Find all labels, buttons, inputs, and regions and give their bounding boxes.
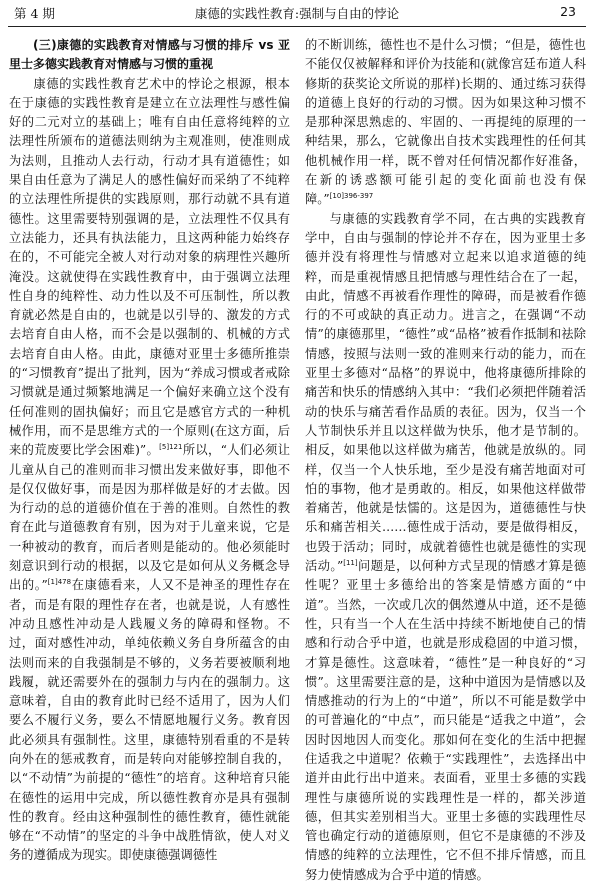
running-title: 康德的实践性教育:强制与自由的悖论 bbox=[194, 6, 400, 21]
right-column bbox=[305, 36, 587, 882]
paragraph-text: 问题是，以何种方式呈现的情感才算是德性呢？亚里士多德给出的答案是情感方面的“中道”。当然，一次或几次的偶然遵从中道，还不是德性，只有当一个人在生活中持续不断地使自己的情感和行动合乎中道，也就是形成稳固的中道习惯，才算是德性。这意味着，“德性”是一种良好的“习惯”。这里需要注意的是，这种中道因为是情感以及情感推动的行为上的“中道”，所以不可能是数学中的可普遍化的“中点”，而只能是“适我之中道”，会因时因地因人而变化。那如何在变化的生活中把握住适我之中道呢？依赖于“实践理性”，去选择出中道并由此行出中道来。表面看，亚里士多德的实践理性与康德所说的实践理性是一样的，都关涉道德，但其实差别相当大。亚里士多德的实践理性尽管也确定行动的道德原则，但它不是康德的不涉及情感的纯粹的立法理性，它不但不排斥情感，而且努力使情感成为合乎中道的情感。 bbox=[305, 559, 587, 882]
running-header bbox=[8, 0, 586, 27]
page-number: 23 bbox=[560, 4, 576, 19]
citation-marker: [10]396-397 bbox=[329, 192, 374, 201]
paragraph-text: 康德的实践性教育艺术中的悖论之根源，根本在于康德的实践性教育是建立在立法理性与感性偏好的二元对立的基础上；唯有自由任意将纯粹的立法理性所颁布的道德法则纳为主观准则，使准则成为法则，且推动人去行动，行动才具有道德性；如果自由任意为了满足人的感性偏好而采纳了不纯粹的立法理性所提供的实践原则，那行动就不具有道德性。这里需要特别强调的是，立法理性不仅具有立法能力，还具有执法能力，且这两种能力始终存在的，不可能完全被人对行动对象的病理性兴趣所淹没。这就使得在实践性教育中，由于强调立法理性自身的纯粹性、动力性以及不可压制性，所以教育就必然是自由的，也就是以引导的、激发的方式去培育自由人格，而不会是以强制的、机械的方式去培育自由人格。由此，康德对亚里士多德所推崇的“习惯教育”提出了批判，因为“养成习惯或者戒除习惯就是通过频繁地满足一个偏好来确立这个没有任何准则的固执偏好；而且它是感官方式的一种机械作用，而不是思维方式的一个原则(在这方面，后来的荒废要比学会困难)”。 bbox=[9, 76, 290, 458]
paragraph-text: 所以，“人们必须让儿童从自己的准则而非习惯出发来做好事，即他不是仅仅做好事，而是因为那样做是好的才去做。因为行动的总的道德价值在于善的准则。自然性的教育在此与道德教育有别，因为对于儿童来说，它是一种被动的教育，而后者则是能动的。他必须能时刻意识到行动的根据，以及它是如何从义务概念导出的。” bbox=[9, 443, 290, 593]
section-heading: (三)康德的实践教育对情感与习惯的排斥 vs 亚里士多德实践教育对情感与习惯的重视 bbox=[9, 38, 290, 72]
citation-marker: [11] bbox=[343, 558, 358, 567]
body-paragraph bbox=[305, 36, 586, 210]
paragraph-text: 与康德的实践教育学不同，在古典的实践教育学中，自由与强制的悖论并不存在，因为亚里士多德并没有将理性与情感对立起来以追求道德的纯粹，而是重视情感且把情感与理性结合在了一起，由此，情感不再被看作理性的障碍，而是被看作德行的不可或缺的真正动力。进言之，在强调“不动情”的康德那里，“德性”或“品格”被看作抵制和祛除情感，按照与法则一致的准则来行动的能力，而在亚里士多德对“品格”的界说中，他将康德所排除的痛苦和快乐的情感纳入其中：“我们必须把伴随着活动的快乐与痛苦看作品质的表征。因为，仅当一个人节制快乐并且以这样做为快乐，他才是节制的。相反，如果他以这样做为痛苦，他就是放纵的。同样，仅当一个人快乐地，至少是没有痛苦地面对可怕的事物，他才是勇敢的。相反，如果他这样做带着痛苦，他就是怯懦的。这是因为，道德德性与快乐和痛苦相关……德性成于活动，要是做得相反，也毁于活动；同时，成就着德性也就是德性的实现活动。” bbox=[305, 211, 586, 574]
issue-number: 第 4 期 bbox=[14, 6, 55, 21]
body-paragraph bbox=[305, 210, 586, 885]
citation-marker: [5]121 bbox=[159, 443, 183, 452]
left-column bbox=[9, 36, 290, 866]
paragraph-text: 的不断训练，德性也不是什么习惯；“但是，德性也不能仅仅被解释和评价为技能和(就像宫廷布道人科修斯的获奖论文所说的那样)长期的、通过练习获得的道德上良好的行动的习惯。因为如果这种习惯不是那种深思熟虑的、牢固的、一再提纯的原理的一种结果，那么，它就像出自技术实践理性的任何其他机械作用一样，既不曾对任何情况都作好准备，在新的诱惑额可能引起的变化面前也没有保障。” bbox=[305, 38, 586, 207]
citation-marker: [1]478 bbox=[47, 578, 72, 587]
body-paragraph bbox=[9, 75, 290, 866]
paragraph-text: 在康德看来，人又不是神圣的理性存在者，而是有限的理性存在者，也就是说，人有感性冲动且感性冲动是人践履义务的障碍和怪物。不过，面对感性冲动，单纯依赖义务自身所蕴含的由法则而来的自我强制是不够的，义务若要被顺利地践履，就还需要外在的强制力与内在的强制力。这意味着，自由的教育此时已经不适用了，因为人们要么不履行义务，要么不情愿地履行义务。教育因此必须具有强制性。这里，康德特别看重的不是转向外在的惩戒教育，而是转向对能够控制自我的，以“不动情”为前提的“德性”的培育。这种培育只能在德性的运用中完成，所以德性教育亦是具有强制性的教育。经由这种强制性的德性教育，德性就能够在“不动情”的坚定的斗争中战胜情欲，使人对义务的遵循成为现实。即使康德强调德性 bbox=[9, 578, 291, 863]
